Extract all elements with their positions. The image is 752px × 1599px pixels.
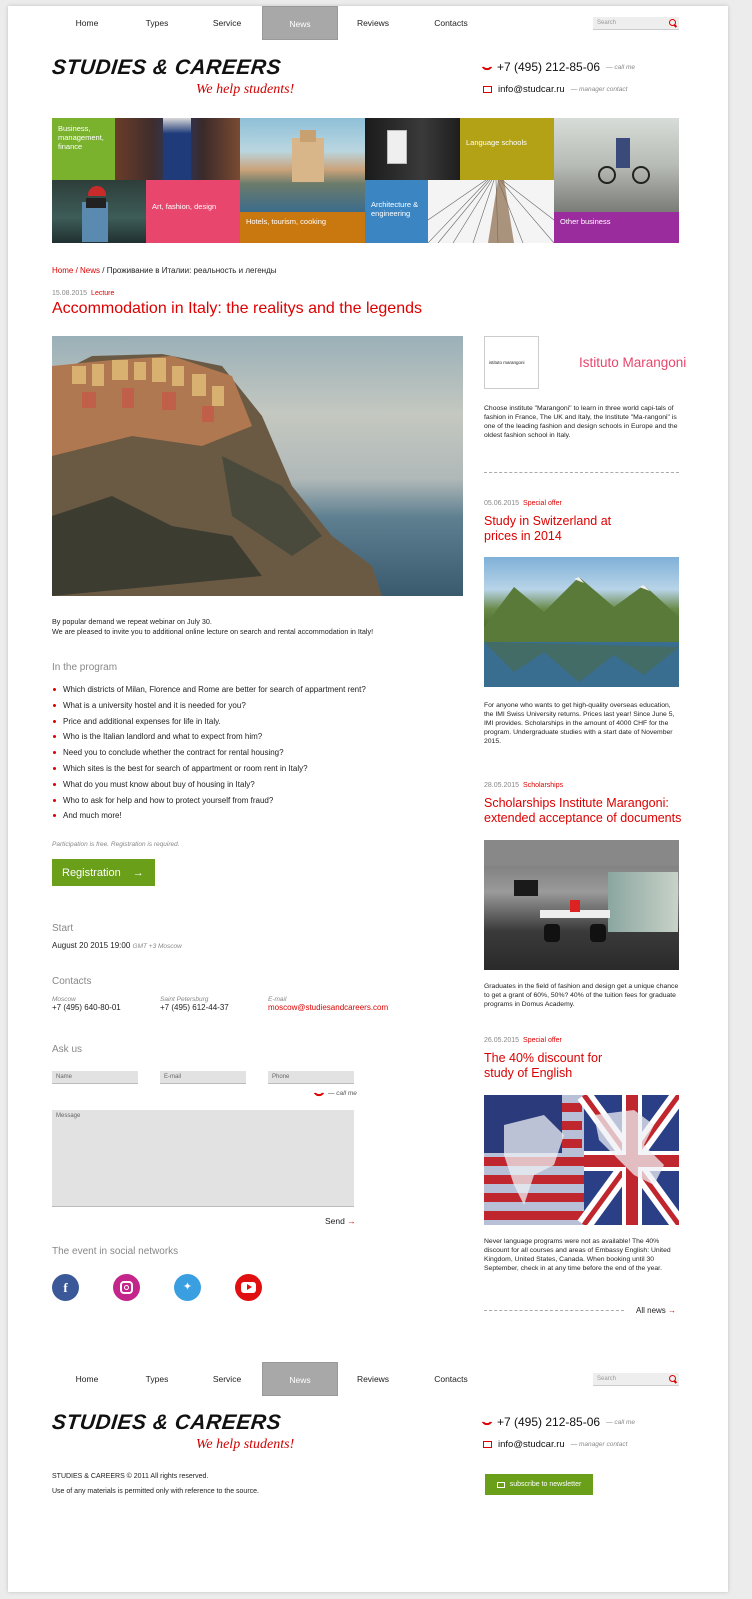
post-date: 28.05.2015 — [484, 782, 520, 789]
search-placeholder: Search — [597, 20, 617, 26]
search-icon[interactable] — [669, 19, 676, 26]
search-icon[interactable] — [669, 1375, 676, 1382]
category-business[interactable]: Business, management, finance — [52, 118, 115, 180]
mail-icon — [483, 86, 492, 93]
footer-nav-service[interactable]: Service — [212, 1374, 242, 1384]
youtube-icon[interactable] — [235, 1274, 262, 1301]
school-logo[interactable] — [484, 336, 539, 389]
school-logo-text: istituto marangoni — [489, 360, 525, 365]
photo-hotel — [240, 118, 365, 212]
start-timezone: GMT +3 Moscow — [132, 943, 182, 950]
program-item: Which districts of Milan, Florence and Rome are better for search of appartment rent? — [52, 685, 452, 701]
footer-logo[interactable]: STUDIES & CAREERS — [50, 1411, 283, 1434]
start-datetime — [52, 941, 182, 950]
program-item: Price and additional expenses for life in Italy. — [52, 717, 452, 733]
form-call-me[interactable] — [315, 1089, 357, 1097]
call-me-label: — call me — [328, 1089, 357, 1097]
photo-photographer — [52, 180, 146, 243]
arrow-right-icon: → — [132, 866, 144, 879]
copyright: STUDIES & CAREERS © 2011 All rights reserved. — [52, 1473, 209, 1480]
send-button[interactable] — [325, 1216, 356, 1226]
photo-switzerland-lake — [484, 557, 679, 687]
arrow-right-icon: → — [668, 1306, 677, 1315]
mail-icon — [483, 1441, 492, 1448]
breadcrumb-current: Проживание в Италии: реальность и легенды — [106, 266, 277, 275]
nav-home[interactable]: Home — [75, 18, 99, 28]
post-meta — [484, 782, 563, 789]
phone-icon — [481, 1416, 492, 1427]
article-date: 15.08.2015 — [52, 290, 88, 297]
phone-number[interactable]: +7 (495) 212-85-06 — [497, 1415, 601, 1429]
program-item: What is a university hostel and it is needed for you? — [52, 701, 452, 717]
post-title[interactable]: Study in Switzerland at prices in 2014 — [484, 514, 612, 543]
intro-line-2: We are pleased to invite you to additional online lecture on search and rental accommodation in Italy! — [52, 626, 374, 636]
mountains-drawing — [484, 557, 679, 687]
footer-search-input[interactable] — [593, 1373, 679, 1386]
manager-contact-note: — manager contact — [570, 86, 628, 93]
reference-note: Use of any materials is permitted only with reference to the source. — [52, 1488, 259, 1495]
post-title[interactable]: Scholarships Institute Marangoni: extended acceptance of documents — [484, 796, 682, 825]
intro-line-1: By popular demand we repeat webinar on July 30. — [52, 617, 212, 626]
nav-reviews[interactable]: Reviews — [356, 18, 390, 28]
mail-icon — [497, 1482, 505, 1488]
program-item: And much more! — [52, 811, 452, 827]
social-heading: The event in social networks — [52, 1246, 179, 1257]
registration-label: Registration — [62, 866, 121, 879]
nav-types[interactable]: Types — [145, 18, 169, 28]
main-nav — [52, 6, 494, 40]
subscribe-label: subscribe to newsletter — [509, 1481, 582, 1488]
post-text: For anyone who wants to get high-quality overseas education, the IMI Swiss University returns. Prices last year! Since June 5, IMI provides. Scholarships in the amount of 4000 CHF for the program. Undergraduate studies with a start date of November 2015. — [484, 702, 675, 745]
breadcrumb-news[interactable]: News — [80, 266, 101, 275]
photo-cyclist — [554, 118, 679, 212]
send-label: Send — [325, 1216, 345, 1226]
email-link[interactable]: info@studcar.ru — [498, 1439, 565, 1450]
email-field[interactable]: E-mail — [160, 1071, 246, 1084]
post-title[interactable]: The 40% discount for study of English — [484, 1051, 603, 1080]
article-meta — [52, 290, 114, 297]
post-meta — [484, 1037, 562, 1044]
photo-bridge — [428, 180, 554, 243]
footer-nav-home[interactable]: Home — [75, 1374, 99, 1384]
contact-spb — [160, 996, 229, 1012]
school-text: Choose institute "Marangoni" to learn in three world capi-tals of fashion in France, The UK and Italy, the Institute "Ma-rangoni" is one of the leading fashion and design schools in Europe and the oldest fashion school in Italy. — [484, 405, 678, 439]
program-item: Which sites is the best for search of appartment or room rent in Italy? — [52, 764, 452, 780]
article-title: Accommodation in Italy: the realitys and the legends — [52, 300, 422, 317]
call-me-link[interactable]: — call me — [606, 1418, 635, 1426]
phone-field[interactable]: Phone — [268, 1071, 354, 1084]
article-intro — [52, 617, 472, 636]
post-category[interactable]: Scholarships — [523, 782, 564, 789]
post-text: Graduates in the field of fashion and design get a unique chance to get a grant of 60%, 50%? 40% of the tuition fees for graduate programs in Domus Academy. — [484, 983, 679, 1008]
program-heading: In the program — [52, 662, 118, 673]
contact-label: Moscow — [52, 996, 76, 1003]
program-item: Who to ask for help and how to protect yourself from fraud? — [52, 796, 452, 812]
school-name[interactable]: Istituto Marangoni — [579, 355, 687, 370]
program-item: Who is the Italian landlord and what to expect from him? — [52, 732, 452, 748]
site-logo[interactable]: STUDIES & CAREERS — [50, 56, 283, 79]
photo-classroom — [484, 840, 679, 970]
phone-icon — [313, 1087, 324, 1098]
header-email — [483, 84, 627, 95]
all-news-label: All news — [636, 1306, 666, 1315]
photo-businessman — [115, 118, 240, 180]
program-item: What do you must know about buy of housing in Italy? — [52, 780, 452, 796]
subscribe-button[interactable] — [485, 1474, 593, 1495]
divider — [484, 1310, 624, 1311]
program-list — [52, 685, 452, 827]
footer-nav-types[interactable]: Types — [145, 1374, 169, 1384]
contact-email-link[interactable]: moscow@studiesandcareers.com — [268, 1003, 389, 1012]
twitter-icon[interactable]: ✦ — [174, 1274, 201, 1301]
post-meta — [484, 500, 562, 507]
contact-email — [268, 996, 388, 1012]
start-heading: Start — [52, 923, 74, 934]
breadcrumb-separator: / — [100, 266, 107, 275]
bridge-lines — [428, 180, 554, 243]
footer-nav-reviews[interactable]: Reviews — [356, 1374, 390, 1384]
footer-nav-contacts[interactable]: Contacts — [434, 1374, 468, 1384]
post-category[interactable]: Special offer — [523, 1037, 562, 1044]
category-architecture[interactable]: Architecture & engineering — [365, 180, 428, 243]
message-field[interactable]: Message — [52, 1110, 354, 1207]
contact-value: +7 (495) 612-44-37 — [160, 1003, 229, 1012]
call-me-link[interactable]: — call me — [606, 63, 635, 71]
footer-nav — [52, 1362, 494, 1396]
footer-phone — [483, 1415, 635, 1429]
contact-value: +7 (495) 640-80-01 — [52, 1003, 121, 1012]
post-date: 26.05.2015 — [484, 1037, 520, 1044]
search-placeholder: Search — [597, 1376, 617, 1382]
name-field[interactable]: Name — [52, 1071, 138, 1084]
flags-drawing — [484, 1095, 679, 1225]
contacts-heading: Contacts — [52, 976, 92, 987]
start-date: August 20 2015 19:00 — [52, 941, 131, 950]
article-category[interactable]: Lecture — [91, 290, 115, 297]
article-photo-cinque-terre — [52, 336, 463, 596]
registration-button[interactable] — [52, 859, 155, 886]
program-item: Need you to conclude whether the contract for rental housing? — [52, 748, 452, 764]
manager-contact-note: — manager contact — [570, 1441, 628, 1448]
header-phone — [483, 60, 635, 74]
contact-moscow — [52, 996, 121, 1012]
post-date: 05.06.2015 — [484, 500, 520, 507]
photo-flags-map — [484, 1095, 679, 1225]
email-link[interactable]: info@studcar.ru — [498, 84, 565, 95]
post-text: Never language programs were not as available! The 40% discount for all courses and areas of Embassy English: United Kingdom, United States, Canada. When booking until 30 September, check in at any time before the end of the year. — [484, 1238, 671, 1272]
phone-number[interactable]: +7 (495) 212-85-06 — [497, 60, 601, 74]
nav-contacts[interactable]: Contacts — [434, 18, 468, 28]
nav-news[interactable]: News — [262, 6, 338, 40]
category-language[interactable]: Language schools — [460, 118, 554, 180]
category-hotels[interactable]: Hotels, tourism, cooking — [240, 212, 365, 243]
post-category[interactable]: Special offer — [523, 500, 562, 507]
footer-nav-news[interactable]: News — [262, 1362, 338, 1396]
instagram-icon[interactable] — [113, 1274, 140, 1301]
contact-label: E-mail — [268, 996, 287, 1003]
category-other[interactable]: Other business — [554, 212, 679, 243]
breadcrumb — [52, 266, 277, 275]
breadcrumb-separator: / — [73, 266, 81, 275]
ask-heading: Ask us — [52, 1044, 83, 1055]
category-art[interactable]: Art, fashion, design — [146, 180, 240, 243]
divider — [484, 472, 679, 473]
all-news-link[interactable] — [636, 1306, 676, 1315]
footer-tagline: We help students! — [196, 1437, 295, 1452]
page — [8, 6, 728, 1592]
cliff-village-drawing — [52, 336, 463, 596]
search-input[interactable] — [593, 17, 679, 30]
participation-note: Participation is free. Registration is required. — [52, 841, 180, 848]
footer-email — [483, 1439, 627, 1450]
arrow-right-icon: → — [347, 1216, 356, 1226]
contact-label: Saint Petersburg — [160, 996, 209, 1003]
tagline: We help students! — [196, 82, 295, 97]
facebook-icon[interactable]: f — [52, 1274, 79, 1301]
nav-service[interactable]: Service — [212, 18, 242, 28]
breadcrumb-home[interactable]: Home — [52, 266, 74, 275]
photo-japanese-box — [365, 118, 460, 180]
phone-icon — [481, 61, 492, 72]
